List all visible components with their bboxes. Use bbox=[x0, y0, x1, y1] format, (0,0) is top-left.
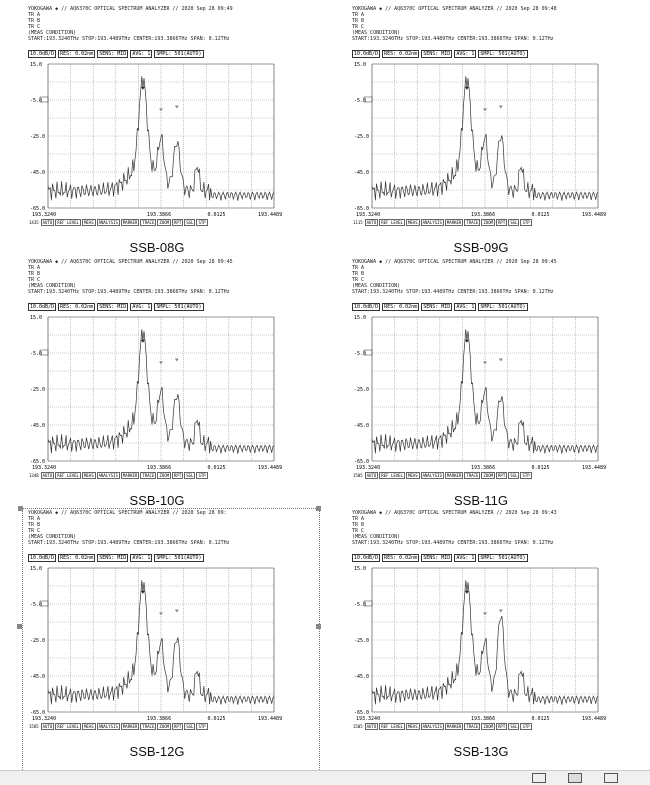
peak-marker bbox=[465, 340, 469, 343]
meas-range: START:193.3240THz STOP:193.4489THz CENTER:193.3866THz SPAN: 0.12THz bbox=[28, 289, 230, 295]
trace-b-line: TR B bbox=[28, 18, 41, 24]
x-tick-label: 193.3240 bbox=[32, 212, 57, 218]
setting-field[interactable]: RES: 0.02nm bbox=[60, 304, 94, 310]
trace-b-line: TR B bbox=[352, 522, 365, 528]
softkey-button[interactable]: AUTO bbox=[366, 724, 377, 729]
softkey-button[interactable]: MEAS bbox=[83, 724, 94, 729]
resize-handle-top-left[interactable] bbox=[18, 506, 23, 511]
resize-handle-top-right[interactable] bbox=[316, 506, 321, 511]
x-tick-label: 193.3240 bbox=[32, 716, 57, 722]
softkey-button[interactable]: ZOOM bbox=[483, 473, 494, 478]
softkey-bar bbox=[28, 219, 209, 226]
softkey-bar bbox=[352, 472, 533, 479]
y-tick-label: -25.0 bbox=[354, 638, 370, 644]
softkey-button[interactable]: ANALYSIS bbox=[422, 724, 442, 729]
trace-c-line: TR C bbox=[352, 277, 365, 283]
x-tick-label: 0.0125 bbox=[207, 465, 226, 471]
meas-range: START:193.3240THz STOP:193.4489THz CENTER:193.3866THz SPAN: 0.12THz bbox=[352, 289, 554, 295]
softkey-button[interactable]: REF LEVEL bbox=[381, 724, 403, 729]
setting-field[interactable]: SMPL: 501(AUTO) bbox=[156, 304, 202, 310]
softkey-button[interactable]: MARKER bbox=[122, 220, 138, 225]
softkey-button[interactable]: ZOOM bbox=[159, 473, 170, 478]
peak-marker bbox=[499, 106, 503, 109]
setting-field[interactable]: SMPL: 501(AUTO) bbox=[156, 51, 202, 57]
setting-field[interactable]: SENS: MID bbox=[423, 304, 451, 310]
settings-bar bbox=[352, 303, 530, 311]
meas-condition: (MEAS CONDITION) bbox=[352, 534, 401, 540]
spectrum-plot bbox=[28, 562, 286, 722]
trace-a-line: TR A bbox=[28, 516, 41, 522]
peak-marker bbox=[141, 87, 145, 90]
osa-header bbox=[352, 510, 610, 546]
softkey-button[interactable]: TRACE bbox=[142, 220, 155, 225]
x-tick-label: 193.3240 bbox=[32, 465, 57, 471]
header-title-line: YOKOGAWA ◆ // AQ6370C OPTICAL SPECTRUM ANALYZER // 2020 Sep 28 09:45 bbox=[352, 259, 557, 265]
softkey-button[interactable]: AUTO bbox=[42, 724, 53, 729]
header-title-line: YOKOGAWA ◆ // AQ6370C OPTICAL SPECTRUM ANALYZER // 2020 Sep 28 09:48 bbox=[352, 6, 557, 12]
x-tick-label: 193.4489 bbox=[582, 465, 607, 471]
sweep-button[interactable]: STP bbox=[198, 220, 206, 225]
x-tick-label: 193.4489 bbox=[258, 465, 283, 471]
trace-a-line: TR A bbox=[352, 516, 365, 522]
setting-field[interactable]: AVG: 1 bbox=[456, 51, 475, 57]
meas-range: START:193.3240THz STOP:193.4489THz CENTER:193.3866THz SPAN: 0.12THz bbox=[352, 540, 554, 546]
peak-marker bbox=[175, 359, 179, 362]
peak-marker bbox=[141, 340, 145, 343]
settings-bar bbox=[28, 554, 206, 562]
y-tick-label: -45.0 bbox=[354, 170, 370, 176]
spectrum-panel bbox=[352, 510, 610, 759]
softkey-button[interactable]: AUTO bbox=[366, 473, 377, 478]
sweep-count: 1585 bbox=[29, 724, 39, 729]
setting-field[interactable]: RES: 0.02nm bbox=[384, 304, 418, 310]
meas-range: START:193.3240THz STOP:193.4489THz CENTER:193.3866THz SPAN: 0.12THz bbox=[352, 36, 554, 42]
setting-field[interactable]: SENS: MID bbox=[423, 51, 451, 57]
y-tick-label: -25.0 bbox=[30, 387, 46, 393]
setting-field[interactable]: SMPL: 501(AUTO) bbox=[480, 304, 526, 310]
sweep-button[interactable]: RPT bbox=[174, 220, 182, 225]
x-tick-label: 0.0125 bbox=[207, 212, 226, 218]
softkey-button[interactable]: TRACE bbox=[466, 724, 479, 729]
peak-marker bbox=[483, 108, 487, 111]
sweep-button[interactable]: STP bbox=[522, 473, 530, 478]
setting-field[interactable]: AVG: 1 bbox=[132, 304, 151, 310]
spectrum-panel bbox=[28, 510, 286, 759]
spectrum-panel bbox=[352, 6, 610, 255]
y-tick-label: -45.0 bbox=[354, 423, 370, 429]
x-tick-label: 0.0125 bbox=[207, 716, 226, 722]
meas-condition: (MEAS CONDITION) bbox=[352, 283, 401, 289]
y-tick-label: -45.0 bbox=[354, 674, 370, 680]
softkey-button[interactable]: ANALYSIS bbox=[422, 473, 442, 478]
panel-caption: SSB-09G bbox=[453, 240, 509, 255]
softkey-button[interactable]: ZOOM bbox=[483, 220, 494, 225]
softkey-button[interactable]: REF LEVEL bbox=[381, 220, 403, 225]
trace-a-line: TR A bbox=[352, 265, 365, 271]
setting-field[interactable]: AVG: 1 bbox=[132, 51, 151, 57]
settings-bar bbox=[352, 554, 530, 562]
trace-c-line: TR C bbox=[28, 528, 41, 534]
softkey-button[interactable]: ANALYSIS bbox=[422, 220, 442, 225]
header-title-line: YOKOGAWA ◆ // AQ6370C OPTICAL SPECTRUM ANALYZER // 2020 Sep 28 09:45 bbox=[28, 259, 233, 265]
sweep-button[interactable]: STP bbox=[522, 220, 530, 225]
y-tick-label: -25.0 bbox=[354, 387, 370, 393]
peak-marker bbox=[159, 361, 163, 364]
sweep-button[interactable]: RPT bbox=[174, 473, 182, 478]
read-mode-icon[interactable] bbox=[532, 773, 546, 783]
y-tick-label: -65.0 bbox=[30, 206, 46, 212]
x-tick-label: 193.3866 bbox=[147, 212, 172, 218]
sweep-button[interactable]: STP bbox=[198, 473, 206, 478]
sweep-count: 1435 bbox=[29, 220, 39, 225]
softkey-button[interactable]: MEAS bbox=[407, 220, 418, 225]
meas-range: START:193.3240THz STOP:193.4489THz CENTER:193.3866THz SPAN: 0.12THz bbox=[28, 36, 230, 42]
peak-marker bbox=[159, 612, 163, 615]
meas-condition: (MEAS CONDITION) bbox=[28, 30, 77, 36]
peak-marker bbox=[141, 591, 145, 594]
sweep-button[interactable]: RPT bbox=[498, 724, 506, 729]
softkey-button[interactable]: ZOOM bbox=[483, 724, 494, 729]
spectrum-plot bbox=[352, 311, 610, 471]
softkey-bar bbox=[352, 219, 533, 226]
spectrum-plot bbox=[28, 311, 286, 471]
y-tick-label: -25.0 bbox=[354, 134, 370, 140]
print-layout-icon[interactable] bbox=[568, 773, 582, 783]
y-tick-label: -45.0 bbox=[30, 170, 46, 176]
trace-c-line: TR C bbox=[352, 24, 365, 30]
peak-marker bbox=[159, 108, 163, 111]
x-tick-label: 193.4489 bbox=[258, 716, 283, 722]
setting-field[interactable]: SENS: MID bbox=[99, 51, 127, 57]
y-tick-label: -45.0 bbox=[30, 423, 46, 429]
softkey-button[interactable]: AUTO bbox=[366, 220, 377, 225]
softkey-button[interactable]: REF LEVEL bbox=[381, 473, 403, 478]
x-tick-label: 0.0125 bbox=[531, 212, 550, 218]
y-tick-label: -5.0 bbox=[30, 98, 43, 104]
trace-b-line: TR B bbox=[352, 271, 365, 277]
softkey-button[interactable]: REF LEVEL bbox=[57, 473, 79, 478]
peak-marker bbox=[483, 612, 487, 615]
sweep-count: 1505 bbox=[353, 473, 363, 478]
x-tick-label: 193.3240 bbox=[356, 465, 381, 471]
spectrum-panel bbox=[352, 259, 610, 508]
y-tick-label: -45.0 bbox=[30, 674, 46, 680]
trace-c-line: TR C bbox=[28, 24, 41, 30]
peak-marker bbox=[483, 361, 487, 364]
y-tick-label: -65.0 bbox=[30, 710, 46, 716]
spectrum-plot bbox=[352, 58, 610, 218]
softkey-button[interactable]: REF LEVEL bbox=[57, 220, 79, 225]
setting-field[interactable]: 10.0dB/D bbox=[354, 304, 379, 310]
setting-field[interactable]: 10.0dB/D bbox=[30, 555, 55, 561]
sweep-count: 1348 bbox=[29, 473, 39, 478]
sweep-button[interactable]: STP bbox=[522, 724, 530, 729]
setting-field[interactable]: SENS: MID bbox=[99, 304, 127, 310]
sweep-button[interactable]: SGL bbox=[186, 220, 194, 225]
x-tick-label: 193.3240 bbox=[356, 212, 381, 218]
setting-field[interactable]: RES: 0.02nm bbox=[384, 555, 418, 561]
sweep-count: 1505 bbox=[353, 724, 363, 729]
x-tick-label: 193.3866 bbox=[471, 465, 496, 471]
softkey-button[interactable]: AUTO bbox=[42, 473, 53, 478]
y-tick-label: -5.0 bbox=[354, 351, 367, 357]
softkey-button[interactable]: TRACE bbox=[142, 724, 155, 729]
sweep-button[interactable]: RPT bbox=[498, 220, 506, 225]
setting-field[interactable]: 10.0dB/D bbox=[30, 304, 55, 310]
trace-c-line: TR C bbox=[28, 277, 41, 283]
x-tick-label: 0.0125 bbox=[531, 716, 550, 722]
x-tick-label: 193.3866 bbox=[147, 465, 172, 471]
softkey-button[interactable]: REF LEVEL bbox=[57, 724, 79, 729]
softkey-button[interactable]: ZOOM bbox=[159, 220, 170, 225]
softkey-button[interactable]: MARKER bbox=[122, 724, 138, 729]
x-tick-label: 193.4489 bbox=[258, 212, 283, 218]
y-tick-label: 15.0 bbox=[354, 566, 367, 572]
sweep-button[interactable]: STP bbox=[198, 724, 206, 729]
softkey-button[interactable]: MEAS bbox=[83, 473, 94, 478]
meas-condition: (MEAS CONDITION) bbox=[28, 534, 77, 540]
y-tick-label: -5.0 bbox=[354, 602, 367, 608]
softkey-button[interactable]: ANALYSIS bbox=[98, 473, 118, 478]
osa-header bbox=[28, 510, 286, 546]
meas-range: START:193.3240THz STOP:193.4489THz CENTER:193.3866THz SPAN: 0.12THz bbox=[28, 540, 230, 546]
trace-b-line: TR B bbox=[28, 522, 41, 528]
softkey-button[interactable]: MARKER bbox=[446, 724, 462, 729]
osa-header bbox=[352, 259, 610, 295]
sweep-button[interactable]: SGL bbox=[510, 220, 518, 225]
peak-marker bbox=[499, 610, 503, 613]
setting-field[interactable]: SMPL: 501(AUTO) bbox=[480, 51, 526, 57]
header-title-line: YOKOGAWA ◆ // AQ6370C OPTICAL SPECTRUM ANALYZER // 2020 Sep 28 09:49 bbox=[28, 6, 233, 12]
y-tick-label: 15.0 bbox=[354, 315, 367, 321]
status-bar bbox=[0, 770, 650, 785]
osa-header bbox=[28, 259, 286, 295]
y-tick-label: -5.0 bbox=[30, 602, 43, 608]
spectrum-plot bbox=[28, 58, 286, 218]
sweep-button[interactable]: RPT bbox=[498, 473, 506, 478]
softkey-button[interactable]: ANALYSIS bbox=[98, 724, 118, 729]
setting-field[interactable]: AVG: 1 bbox=[132, 555, 151, 561]
panel-caption: SSB-10G bbox=[129, 493, 185, 508]
trace-b-line: TR B bbox=[28, 271, 41, 277]
setting-field[interactable]: 10.0dB/D bbox=[354, 555, 379, 561]
y-tick-label: -65.0 bbox=[354, 459, 370, 465]
x-tick-label: 193.4489 bbox=[582, 716, 607, 722]
x-tick-label: 193.4489 bbox=[582, 212, 607, 218]
softkey-button[interactable]: ZOOM bbox=[159, 724, 170, 729]
setting-field[interactable]: RES: 0.02nm bbox=[60, 51, 94, 57]
y-tick-label: -5.0 bbox=[354, 98, 367, 104]
y-tick-label: 15.0 bbox=[30, 566, 43, 572]
softkey-button[interactable]: MARKER bbox=[446, 220, 462, 225]
softkey-button[interactable]: AUTO bbox=[42, 220, 53, 225]
spectrum-panel bbox=[28, 259, 286, 508]
settings-bar bbox=[352, 50, 530, 58]
setting-field[interactable]: AVG: 1 bbox=[456, 304, 475, 310]
trace-b-line: TR B bbox=[352, 18, 365, 24]
y-tick-label: -25.0 bbox=[30, 638, 46, 644]
y-tick-label: -65.0 bbox=[354, 206, 370, 212]
peak-marker bbox=[465, 87, 469, 90]
sweep-button[interactable]: SGL bbox=[186, 473, 194, 478]
spectrum-panel bbox=[28, 6, 286, 255]
softkey-button[interactable]: TRACE bbox=[466, 473, 479, 478]
softkey-button[interactable]: MARKER bbox=[446, 473, 462, 478]
softkey-button[interactable]: MEAS bbox=[83, 220, 94, 225]
sweep-button[interactable]: SGL bbox=[510, 724, 518, 729]
setting-field[interactable]: AVG: 1 bbox=[456, 555, 475, 561]
header-title-line: YOKOGAWA ◆ // AQ6370C OPTICAL SPECTRUM ANALYZER // 2020 Sep 28 09: bbox=[28, 510, 227, 516]
sweep-button[interactable]: SGL bbox=[510, 473, 518, 478]
sweep-button[interactable]: SGL bbox=[186, 724, 194, 729]
header-title-line: YOKOGAWA ◆ // AQ6370C OPTICAL SPECTRUM ANALYZER // 2020 Sep 28 09:43 bbox=[352, 510, 557, 516]
trace-a-line: TR A bbox=[28, 265, 41, 271]
setting-field[interactable]: 10.0dB/D bbox=[354, 51, 379, 57]
peak-marker bbox=[465, 591, 469, 594]
y-tick-label: -25.0 bbox=[30, 134, 46, 140]
panel-caption: SSB-08G bbox=[129, 240, 185, 255]
trace-a-line: TR A bbox=[28, 12, 41, 18]
x-tick-label: 193.3866 bbox=[471, 212, 496, 218]
peak-marker bbox=[175, 106, 179, 109]
panel-caption: SSB-12G bbox=[129, 744, 185, 759]
setting-field[interactable]: RES: 0.02nm bbox=[60, 555, 94, 561]
sweep-button[interactable]: RPT bbox=[174, 724, 182, 729]
peak-marker bbox=[175, 610, 179, 613]
settings-bar bbox=[28, 303, 206, 311]
softkey-bar bbox=[352, 723, 533, 730]
softkey-bar bbox=[28, 723, 209, 730]
softkey-button[interactable]: TRACE bbox=[142, 473, 155, 478]
x-tick-label: 193.3240 bbox=[356, 716, 381, 722]
setting-field[interactable]: SMPL: 501(AUTO) bbox=[480, 555, 526, 561]
y-tick-label: 15.0 bbox=[354, 62, 367, 68]
y-tick-label: -65.0 bbox=[354, 710, 370, 716]
y-tick-label: 15.0 bbox=[30, 315, 43, 321]
softkey-button[interactable]: MEAS bbox=[407, 473, 418, 478]
osa-header bbox=[28, 6, 286, 42]
softkey-button[interactable]: MARKER bbox=[122, 473, 138, 478]
softkey-button[interactable]: MEAS bbox=[407, 724, 418, 729]
y-tick-label: 15.0 bbox=[30, 62, 43, 68]
spectrum-plot bbox=[352, 562, 610, 722]
softkey-button[interactable]: TRACE bbox=[466, 220, 479, 225]
x-tick-label: 193.3866 bbox=[147, 716, 172, 722]
x-tick-label: 0.0125 bbox=[531, 465, 550, 471]
setting-field[interactable]: 10.0dB/D bbox=[30, 51, 55, 57]
settings-bar bbox=[28, 50, 206, 58]
y-tick-label: -65.0 bbox=[30, 459, 46, 465]
peak-marker bbox=[499, 359, 503, 362]
setting-field[interactable]: SENS: MID bbox=[99, 555, 127, 561]
panel-caption: SSB-13G bbox=[453, 744, 509, 759]
resize-handle-right[interactable] bbox=[316, 624, 321, 629]
setting-field[interactable]: RES: 0.02nm bbox=[384, 51, 418, 57]
softkey-button[interactable]: ANALYSIS bbox=[98, 220, 118, 225]
resize-handle-left[interactable] bbox=[17, 624, 22, 629]
x-tick-label: 193.3866 bbox=[471, 716, 496, 722]
osa-header bbox=[352, 6, 610, 42]
sweep-count: 1115 bbox=[353, 220, 363, 225]
y-tick-label: -5.0 bbox=[30, 351, 43, 357]
setting-field[interactable]: SMPL: 501(AUTO) bbox=[156, 555, 202, 561]
meas-condition: (MEAS CONDITION) bbox=[352, 30, 401, 36]
trace-c-line: TR C bbox=[352, 528, 365, 534]
setting-field[interactable]: SENS: MID bbox=[423, 555, 451, 561]
trace-a-line: TR A bbox=[352, 12, 365, 18]
panel-caption: SSB-11G bbox=[454, 493, 508, 508]
web-layout-icon[interactable] bbox=[604, 773, 618, 783]
meas-condition: (MEAS CONDITION) bbox=[28, 283, 77, 289]
softkey-bar bbox=[28, 472, 209, 479]
